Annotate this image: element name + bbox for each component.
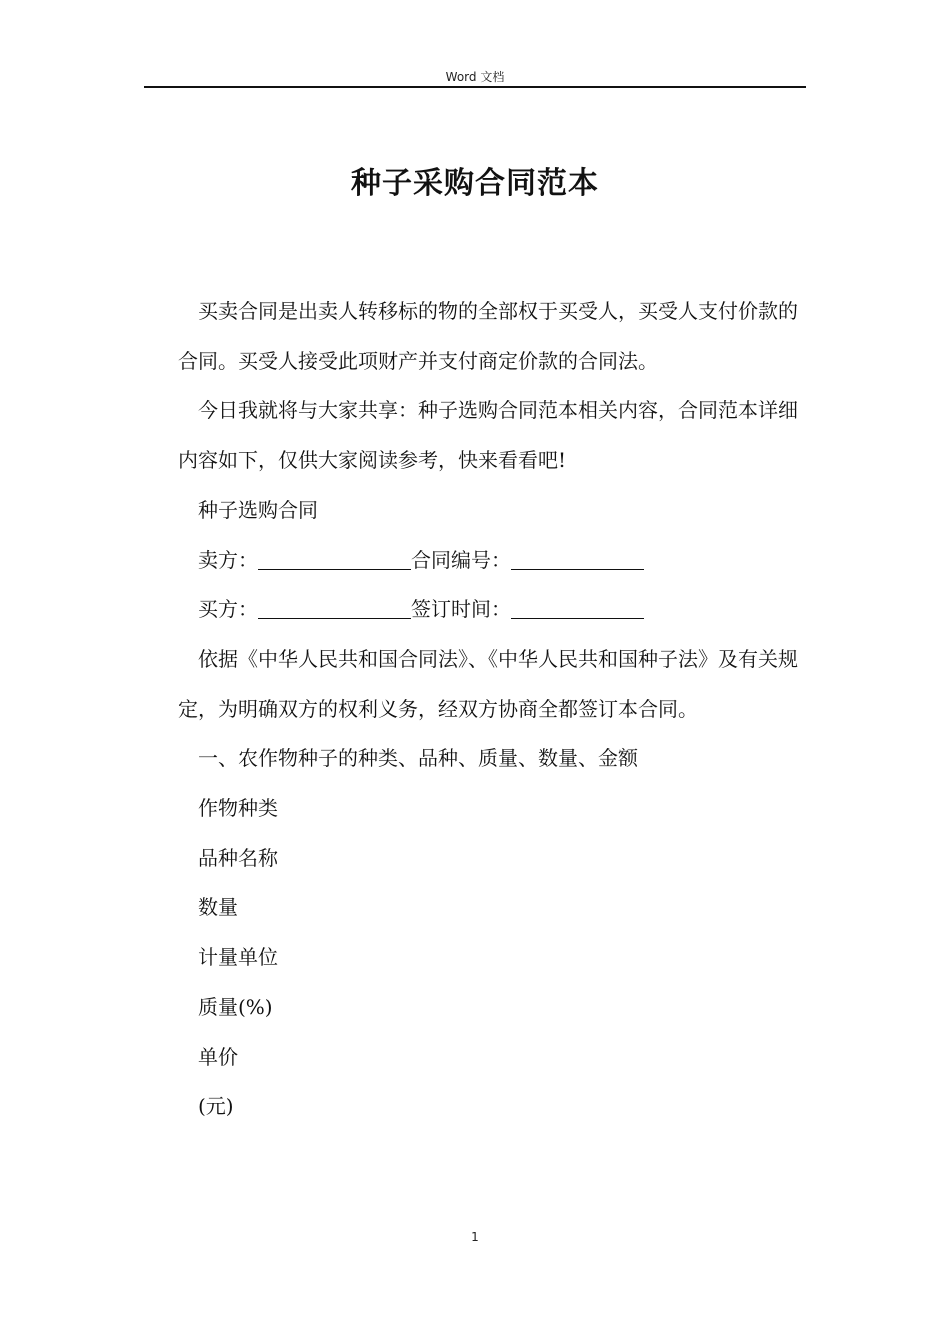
section-heading-1: 一、农作物种子的种类、品种、质量、数量、金额: [198, 746, 638, 771]
paragraph-intro: 买卖合同是出卖人转移标的物的全部权于买受人，买受人支付价款的合同。买受人接受此项财产并支付商定价款的合同法。: [178, 299, 798, 373]
contract-number-label: 合同编号：: [411, 547, 511, 572]
seller-blank-field: [258, 549, 411, 570]
paragraph-legal-basis: 依据《中华人民共和国合同法》、《中华人民共和国种子法》及有关规定，为明确双方的权利义务，经双方协商全都签订本合同。: [178, 646, 798, 721]
list-item-quality: 质量(%): [198, 994, 273, 1019]
list-item-quantity: 数量: [198, 895, 238, 920]
sign-time-blank-field: [511, 598, 644, 619]
list-item-unit-price: 单价: [198, 1044, 238, 1069]
buyer-label: 买方：: [198, 597, 258, 622]
seller-line: [178, 536, 808, 586]
paragraph-contract-name: 种子选购合同: [198, 497, 318, 522]
document-title: 种子采购合同范本: [351, 166, 599, 201]
paragraph-share: 今日我就将与大家共享：种子选购合同范本相关内容，合同范本详细内容如下，仅供大家阅读参考，快来看看吧!: [178, 398, 798, 473]
sign-time-label: 签订时间：: [411, 597, 511, 622]
buyer-blank-field: [258, 598, 411, 619]
page-number: 1: [471, 1230, 479, 1244]
list-item-unit: 计量单位: [198, 945, 278, 970]
header-label: Word 文档: [445, 70, 505, 84]
list-item-crop-type: 作物种类: [198, 796, 278, 821]
contract-number-blank-field: [511, 549, 644, 570]
header-divider: [144, 86, 806, 88]
list-item-variety-name: 品种名称: [198, 845, 278, 870]
document-body: [178, 287, 808, 1132]
seller-label: 卖方：: [198, 547, 258, 572]
buyer-line: [178, 585, 808, 635]
list-item-yuan: (元): [198, 1094, 234, 1119]
